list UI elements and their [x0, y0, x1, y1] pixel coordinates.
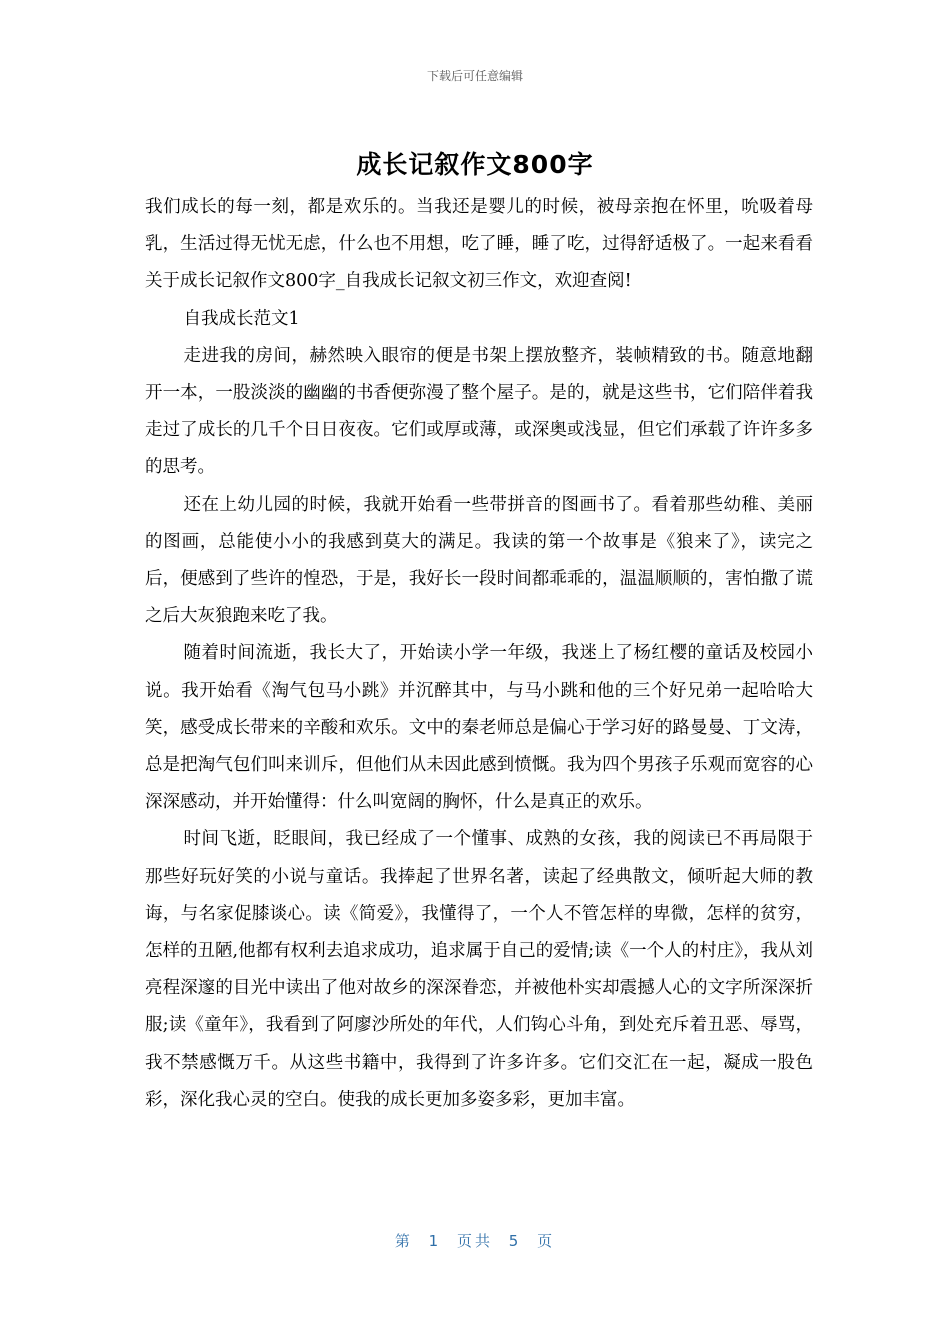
document-body: [145, 189, 813, 1119]
body-paragraph: 时间飞逝，眨眼间，我已经成了一个懂事、成熟的女孩，我的阅读已不再局限于那些好玩好笑的小说与童话。我捧起了世界名著，读起了经典散文，倾听起大师的教诲，与名家促膝谈心。读《简爱》，我懂得了，一个人不管怎样的卑微，怎样的贫穷，怎样的丑陋,他都有权利去追求成功，追求属于自己的爱情;读《一个人的村庄》，我从刘亮程深邃的目光中读出了他对故乡的深深眷恋，并被他朴实却震撼人心的文字所深深折服;读《童年》，我看到了阿廖沙所处的年代，人们钩心斗角，到处充斥着丑恶、辱骂，我不禁感慨万千。从这些书籍中，我得到了许多许多。它们交汇在一起，凝成一股色彩，深化我心灵的空白。使我的成长更加多姿多彩，更加丰富。: [145, 829, 813, 1110]
body-paragraph: 还在上幼儿园的时候，我就开始看一些带拼音的图画书了。看着那些幼稚、美丽的图画，总能使小小的我感到莫大的满足。我读的第一个故事是《狼来了》，读完之后，便感到了些许的惶恐，于是，我好长一段时间都乖乖的，温温顺顺的，害怕撒了谎之后大灰狼跑来吃了我。: [145, 494, 813, 627]
body-paragraph: 走进我的房间，赫然映入眼帘的便是书架上摆放整齐，装帧精致的书。随意地翻开一本，一股淡淡的幽幽的书香便弥漫了整个屋子。是的，就是这些书，它们陪伴着我走过了成长的几千个日日夜夜。它们或厚或薄，或深奥或浅显，但它们承载了许许多多的思考。: [145, 345, 813, 478]
page-number-footer: 第 1 页共 5 页: [394, 1232, 556, 1250]
intro-paragraph: 我们成长的每一刻，都是欢乐的。当我还是婴儿的时候，被母亲抱在怀里，吮吸着母乳，生活过得无忧无虑，什么也不用想，吃了睡，睡了吃，过得舒适极了。一起来看看关于成长记叙作文800字_自我成长记叙文初三作文，欢迎查阅!: [145, 197, 813, 292]
document-title: 成长记叙作文800字: [356, 150, 594, 179]
page-header-note: 下载后可任意编辑: [426, 69, 523, 83]
body-paragraph: 随着时间流逝，我长大了，开始读小学一年级，我迷上了杨红樱的童话及校园小说。我开始看《淘气包马小跳》并沉醉其中，与马小跳和他的三个好兄弟一起哈哈大笑，感受成长带来的辛酸和欢乐。文中的秦老师总是偏心于学习好的路曼曼、丁文涛，总是把淘气包们叫来训斥，但他们从未因此感到愤慨。我为四个男孩子乐观而宽容的心深深感动，并开始懂得：什么叫宽阔的胸怀，什么是真正的欢乐。: [145, 643, 813, 813]
section-heading: 自我成长范文1: [183, 308, 300, 329]
